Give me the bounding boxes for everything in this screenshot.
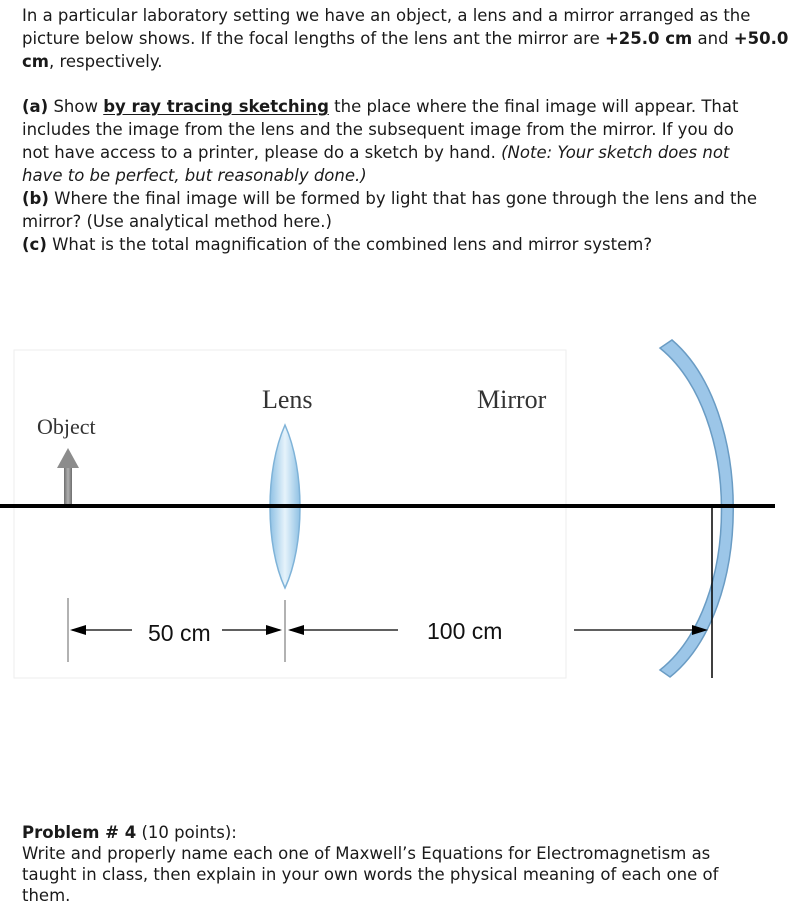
problem-4-points: (10 points): (136, 823, 237, 842)
mirror-focal-length: +50.0 (733, 29, 789, 48)
mirror-label: Mirror (477, 385, 547, 414)
intro-text: picture below shows. If the focal lengths of the lens ant the mirror are (22, 29, 605, 48)
dimension-arrow-50-left (70, 625, 132, 635)
dimension-arrow-100-left (288, 625, 398, 635)
intro-line-1: In a particular laboratory setting we have an object, a lens and a mirror arranged as the (22, 6, 751, 25)
question-a-line-2: includes the image from the lens and the subsequent image from the mirror. If you do (22, 120, 734, 139)
optics-diagram (0, 330, 811, 690)
question-a-line-1 (22, 95, 794, 118)
question-a-note-2: have to be perfect, but reasonably done.) (22, 166, 367, 185)
intro-paragraph (22, 4, 794, 73)
object-label: Object (37, 414, 96, 439)
problem-4-title: Problem # 4 (22, 823, 137, 842)
problem-4-heading (22, 822, 762, 843)
question-a-note: (Note: Your sketch does not (501, 143, 730, 162)
question-a-text: Show (48, 97, 104, 116)
problem-4-line-2: taught in class, then explain in your own words the physical meaning of each one of (22, 865, 719, 884)
question-b-text: Where the final image will be formed by light that has gone through the lens and the (48, 189, 758, 208)
question-c-label: (c) (22, 235, 47, 254)
problem-4-block (22, 822, 762, 906)
question-a-line-4 (22, 164, 794, 187)
object-arrow (57, 448, 79, 508)
question-a-text-3: not have access to a printer, please do a sketch by hand. (22, 143, 502, 162)
dimension-arrow-100-right (574, 625, 708, 635)
lens-label: Lens (262, 385, 313, 414)
lens-focal-length: +25.0 cm (604, 29, 693, 48)
intro-tail: , respectively. (48, 52, 163, 71)
question-b-line-2: mirror? (Use analytical method here.) (22, 212, 332, 231)
question-a-label: (a) (22, 97, 49, 116)
intro-and: and (692, 29, 734, 48)
mirror-focal-unit: cm (22, 52, 49, 71)
questions-block (22, 95, 794, 256)
question-a-line-3 (22, 141, 794, 164)
intro-line-2 (22, 27, 794, 50)
distance-100-label: 100 cm (427, 618, 503, 644)
distance-50-label: 50 cm (148, 620, 211, 646)
question-c-line-1 (22, 233, 794, 256)
dimension-arrow-50-right (222, 625, 282, 635)
question-b-line-1 (22, 187, 794, 210)
question-a-text-2: the place where the final image will appear. That (328, 97, 739, 116)
question-c-text: What is the total magnification of the combined lens and mirror system? (46, 235, 653, 254)
problem-4-line-1: Write and properly name each one of Maxwell’s Equations for Electromagnetism as (22, 844, 711, 863)
problem-4-line-3: them. (22, 886, 71, 905)
question-b-label: (b) (22, 189, 49, 208)
intro-line-3 (22, 50, 794, 73)
ray-tracing-emphasis: by ray tracing sketching (103, 97, 329, 116)
